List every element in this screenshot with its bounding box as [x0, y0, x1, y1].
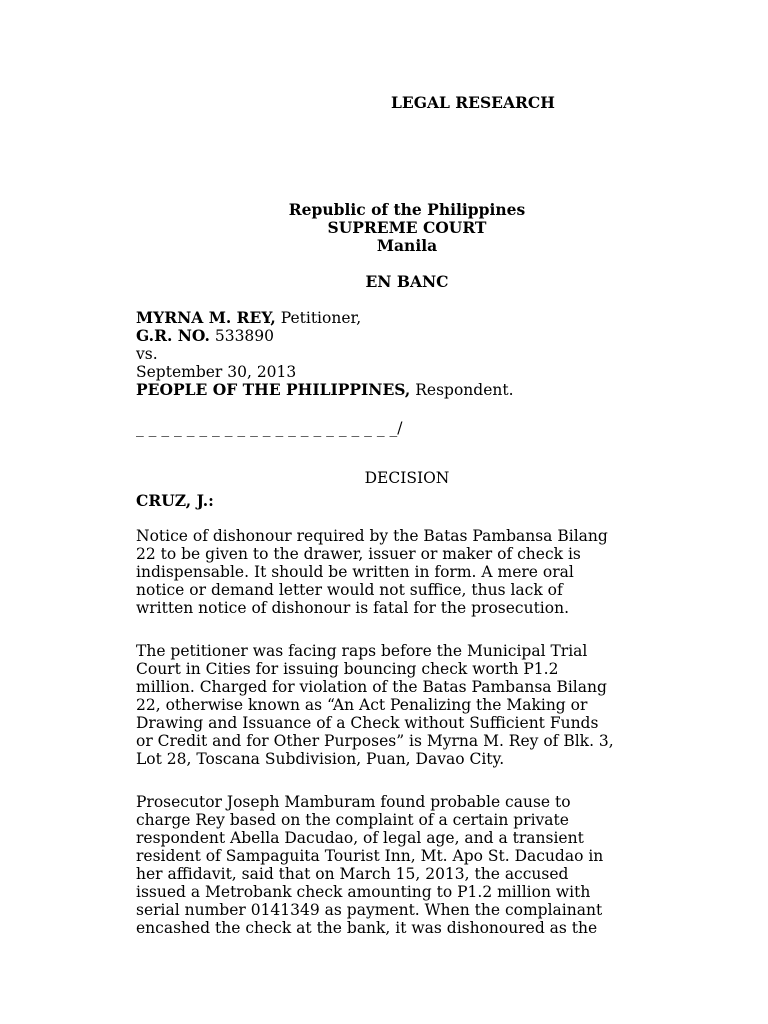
petitioner-role: Petitioner, [275, 309, 362, 327]
paragraph-line: Lot 28, Toscana Subdivision, Puan, Davao City. [136, 750, 505, 768]
decision-date: September 30, 2013 [136, 363, 297, 381]
case-number-label: G.R. NO. [136, 326, 210, 345]
paragraph-3 [136, 793, 696, 937]
respondent-line [136, 381, 514, 399]
paragraph-line: encashed the check at the bank, it was dishonoured as the [136, 919, 598, 937]
ponente-text: CRUZ, J.: [136, 491, 214, 510]
versus-line: vs. [136, 345, 158, 363]
paragraph-line: The petitioner was facing raps before the Municipal Trial [136, 642, 588, 660]
court-city: Manila [376, 236, 438, 255]
ponente-line [136, 492, 214, 510]
respondent-name: PEOPLE OF THE PHILIPPINES, [136, 380, 411, 399]
paragraph-line: 22 to be given to the drawer, issuer or maker of check is [136, 545, 581, 563]
paragraph-line: 22, otherwise known as “An Act Penalizing the Making or [136, 696, 588, 714]
paragraph-1 [136, 527, 696, 617]
respondent-role: Respondent. [410, 381, 514, 399]
division-heading: EN BANC [365, 272, 449, 291]
paragraph-line: Notice of dishonour required by the Batas Pambansa Bilang [136, 527, 608, 545]
caption-divider: _ _ _ _ _ _ _ _ _ _ _ _ _ _ _ _ _ _ _ _ _/ [136, 419, 403, 437]
paragraph-line: charge Rey based on the complaint of a certain private [136, 811, 569, 829]
paragraph-line: notice or demand letter would not suffice, thus lack of [136, 581, 563, 599]
paragraph-line: Court in Cities for issuing bouncing check worth P1.2 [136, 660, 559, 678]
paragraph-line: million. Charged for violation of the Batas Pambansa Bilang [136, 678, 607, 696]
paragraph-line: Drawing and Issuance of a Check without Sufficient Funds [136, 714, 599, 732]
paragraph-line: Prosecutor Joseph Mamburam found probable cause to [136, 793, 571, 811]
petitioner-name: MYRNA M. REY, [136, 308, 276, 327]
paragraph-line: written notice of dishonour is fatal for the prosecution. [136, 599, 570, 617]
republic-line: Republic of the Philippines [288, 200, 526, 219]
paragraph-line: or Credit and for Other Purposes” is Myrna M. Rey of Blk. 3, [136, 732, 614, 750]
paragraph-line: her affidavit, said that on March 15, 2013, the accused [136, 865, 569, 883]
paragraph-line: respondent Abella Dacudao, of legal age, and a transient [136, 829, 584, 847]
decision-heading: DECISION [364, 469, 450, 487]
document-title: LEGAL RESEARCH [391, 93, 555, 112]
paragraph-2 [136, 642, 696, 768]
paragraph-line: indispensable. It should be written in form. A mere oral [136, 563, 574, 581]
case-number-line [136, 327, 274, 345]
paragraph-line: issued a Metrobank check amounting to P1.2 million with [136, 883, 591, 901]
case-number-value: 533890 [209, 327, 275, 345]
court-name: SUPREME COURT [327, 218, 487, 237]
petitioner-line [136, 309, 361, 327]
paragraph-line: serial number 0141349 as payment. When the complainant [136, 901, 603, 919]
paragraph-line: resident of Sampaguita Tourist Inn, Mt. Apo St. Dacudao in [136, 847, 604, 865]
